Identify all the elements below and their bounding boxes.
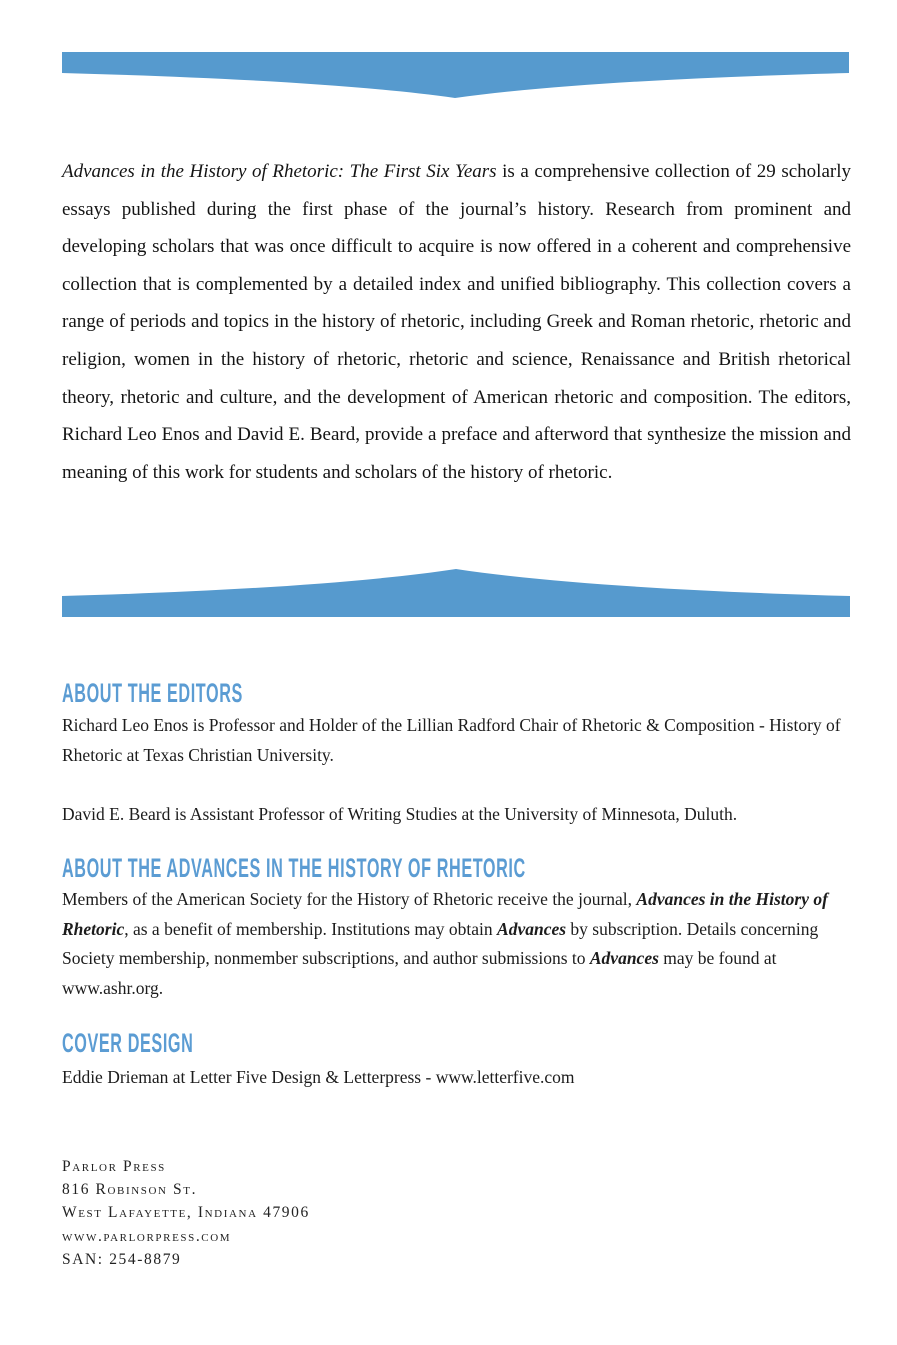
publisher-block [62, 1155, 310, 1271]
text-segment: Members of the American Society for the History of Rhetoric receive the journal, [62, 889, 637, 909]
text-segment: Advances in the History of Rhetoric [62, 889, 828, 939]
publisher-street-address: 816 Robinson St. [62, 1181, 198, 1199]
publisher-website: www.parlorpress.com [62, 1227, 232, 1245]
section-heading-about-the-editors: ABOUT THE EDITORS [62, 678, 243, 708]
text-segment: may be found at www.ashr.org. [62, 948, 777, 998]
journal-membership-paragraph [62, 885, 852, 1003]
cover-design-credit: Eddie Drieman at Letter Five Design & Letterpress - www.letterfive.com [62, 1067, 575, 1087]
text-segment: is a comprehensive collection of 29 scholarly essays published during the first phase of the journal’s history. Research from prominent and developing scholars that was once difficult to acquire is now offered in a coherent and comprehensive collection that is complemented by a detailed index and unified bibliography. This collection covers a range of periods and topics in the history of rhetoric, including Greek and Roman rhetoric, rhetoric and religion, women in the history of rhetoric, rhetoric and science, Renaissance and British rhetorical theory, rhetoric and culture, and the development of American rhetoric and composition. The editors, Richard Leo Enos and David E. Beard, provide a preface and afterword that synthesize the mission and meaning of this work for students and scholars of the history of rhetoric. [62, 161, 851, 483]
middle-chevron-band [62, 568, 850, 617]
text-segment: Advances in the History of Rhetoric: The First Six Years [62, 161, 497, 182]
section-heading-cover-design: COVER DESIGN [62, 1028, 194, 1058]
text-segment: , as a benefit of membership. Institutions may obtain [124, 918, 498, 939]
synopsis-paragraph [62, 153, 851, 491]
top-chevron-band [62, 52, 849, 99]
text-segment: by subscription. Details concerning Society membership, nonmember subscriptions, and author submissions to [62, 918, 819, 968]
publisher-city-state-zip: West Lafayette, Indiana 47906 [62, 1204, 310, 1222]
middle-chevron-band-shape [62, 569, 850, 617]
section-heading-about-the-journal: ABOUT THE ADVANCES IN THE HISTORY OF RHETORIC [62, 853, 526, 883]
publisher-name: Parlor Press [62, 1158, 166, 1175]
text-segment: Advances [589, 948, 659, 968]
top-chevron-band-shape [62, 52, 849, 98]
publisher-san-number: SAN: 254-8879 [62, 1250, 182, 1268]
editor-bio-enos: Richard Leo Enos is Professor and Holder of the Lillian Radford Chair of Rhetoric & Composition - History of Rhetoric at Texas Christian University. [62, 715, 841, 765]
text-segment: Advances [497, 918, 567, 939]
editor-bio-beard: David E. Beard is Assistant Professor of Writing Studies at the University of Minnesota, Duluth. [62, 804, 738, 824]
